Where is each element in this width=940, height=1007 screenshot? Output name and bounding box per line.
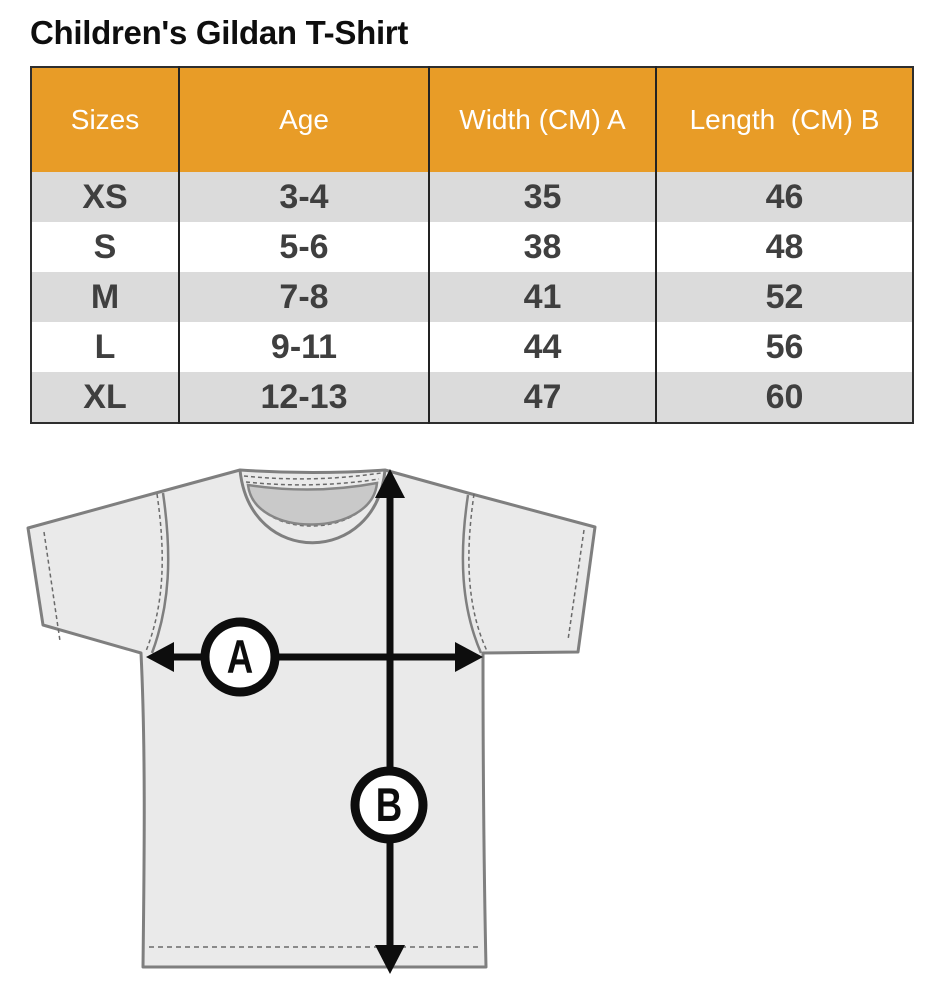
age-cell: 12-13: [179, 372, 429, 423]
length-cell: 52: [765, 277, 804, 316]
age-cell: 3-4: [179, 172, 429, 222]
table-row: [31, 372, 913, 423]
tshirt-measurement-diagram: [0, 435, 660, 995]
width-cell: 41: [429, 272, 656, 322]
size-cell: XL: [31, 372, 179, 423]
table-row: [31, 272, 913, 322]
table-row: [31, 322, 913, 372]
column-header-width: Width (CM) A: [429, 67, 656, 172]
width-cell: 35: [429, 172, 656, 222]
width-cell: 47: [429, 372, 656, 423]
table-row: [31, 222, 913, 272]
tshirt-body: [28, 470, 595, 967]
tshirt-diagram-svg: [0, 435, 660, 995]
age-cell: 5-6: [179, 222, 429, 272]
length-cell: 60: [765, 377, 804, 416]
size-chart-body: [31, 172, 913, 423]
header-row: [31, 67, 913, 172]
table-row: [31, 172, 913, 222]
size-cell: XS: [31, 172, 179, 222]
age-cell: 7-8: [179, 272, 429, 322]
length-cell: 46: [765, 177, 804, 216]
column-header-length: Length (CM) B: [656, 67, 913, 172]
column-header-sizes: Sizes: [31, 67, 179, 172]
width-marker-label: A: [226, 630, 254, 684]
size-cell: S: [31, 222, 179, 272]
size-cell: L: [31, 322, 179, 372]
page-title: Children's Gildan T-Shirt: [30, 14, 409, 51]
column-header-age: Age: [179, 67, 429, 172]
size-chart-header: [31, 67, 913, 172]
age-cell: 9-11: [179, 322, 429, 372]
width-cell: 38: [429, 222, 656, 272]
length-cell: 56: [765, 327, 804, 366]
length-cell: 48: [765, 227, 804, 266]
width-cell: 44: [429, 322, 656, 372]
length-marker-label: B: [375, 778, 403, 832]
size-cell: M: [31, 272, 179, 322]
size-chart-table: [30, 66, 914, 424]
